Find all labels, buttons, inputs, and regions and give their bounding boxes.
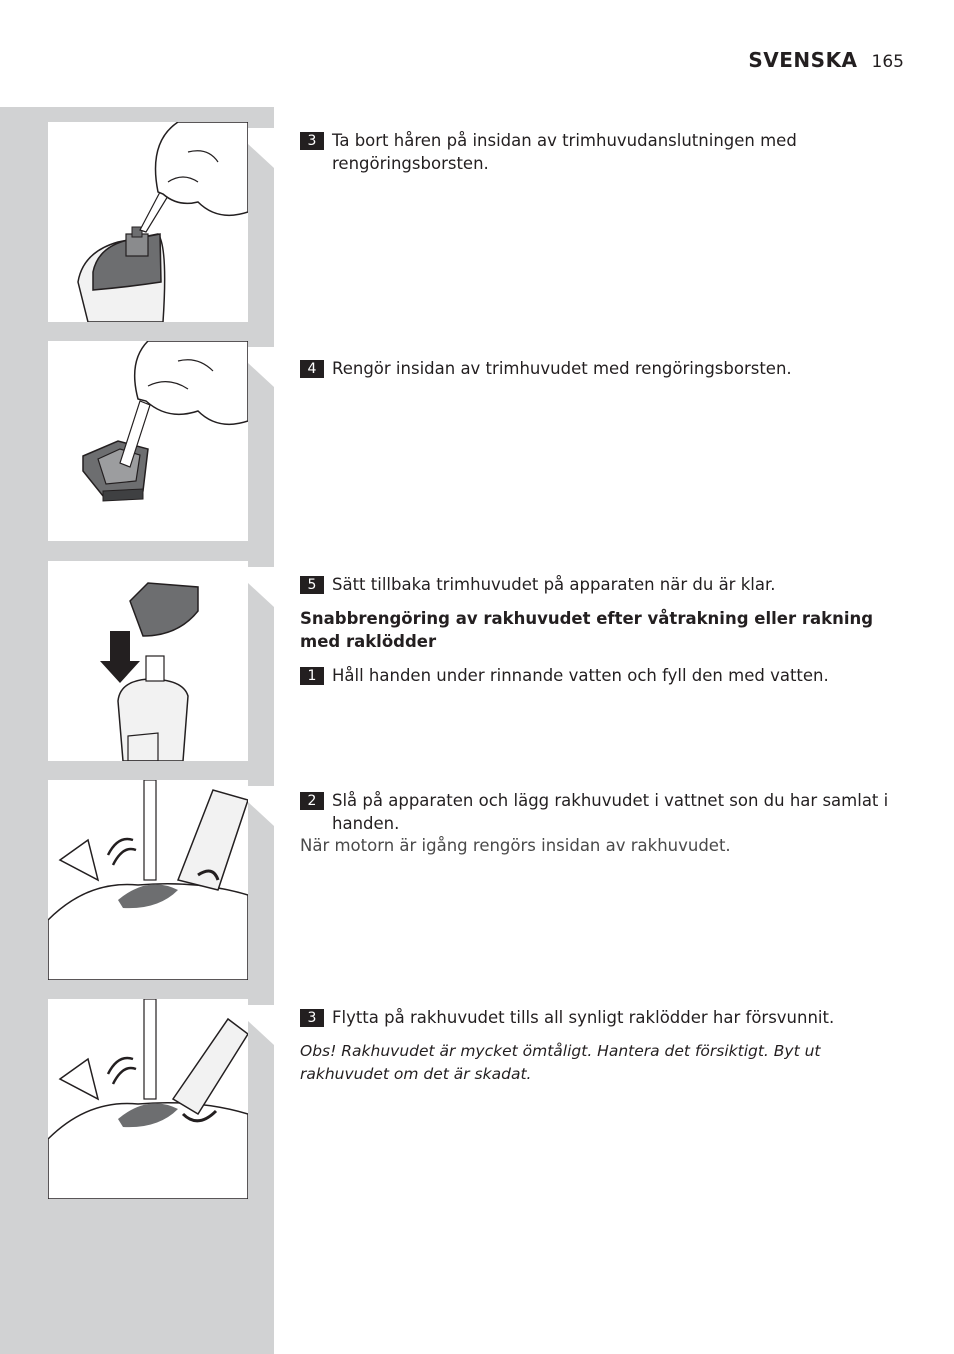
step-text: Ta bort håren på insidan av trimhuvudanslutningen med rengöringsborsten. <box>332 131 797 173</box>
step-number: 5 <box>300 576 324 594</box>
step-number: 1 <box>300 667 324 685</box>
step-number: 2 <box>300 792 324 810</box>
section-step-2 <box>300 789 904 835</box>
step-number: 4 <box>300 360 324 378</box>
illustration-shaver-water <box>48 780 248 980</box>
page-number: 165 <box>871 52 904 72</box>
illustration-trimmer-head <box>48 341 248 541</box>
language-label: SVENSKA <box>748 48 858 72</box>
caution-note: Obs! Rakhuvudet är mycket ömtåligt. Hantera det försiktigt. Byt ut rakhuvudet om det är skadat. <box>300 1042 821 1083</box>
step-text: Sätt tillbaka trimhuvudet på apparaten när du är klar. <box>332 575 776 594</box>
step-text: Slå på apparaten och lägg rakhuvudet i vattnet son du har samlat i handen. <box>332 791 889 833</box>
info-paragraph: När motorn är igång rengörs insidan av rakhuvudet. <box>300 836 731 855</box>
section-heading: Snabbrengöring av rakhuvudet efter våtrakning eller rakning med raklödder <box>300 609 874 651</box>
step-text: Håll handen under rinnande vatten och fyll den med vatten. <box>332 666 829 685</box>
step-text: Flytta på rakhuvudet tills all synligt raklödder har försvunnit. <box>332 1008 835 1027</box>
illustration-move-shaver <box>48 999 248 1199</box>
step-5-reattach <box>300 573 904 596</box>
step-text: Rengör insidan av trimhuvudet med rengöringsborsten. <box>332 359 792 378</box>
illustration-reattach-head <box>48 561 248 761</box>
step-number: 3 <box>300 1009 324 1027</box>
step-3-remove-hair <box>300 129 904 175</box>
step-4-clean-trimmer <box>300 357 904 380</box>
section-step-1 <box>300 664 904 687</box>
illustration-brush-attachment <box>48 122 248 322</box>
step-number: 3 <box>300 132 324 150</box>
page-header <box>748 48 904 72</box>
section-step-3 <box>300 1006 904 1029</box>
